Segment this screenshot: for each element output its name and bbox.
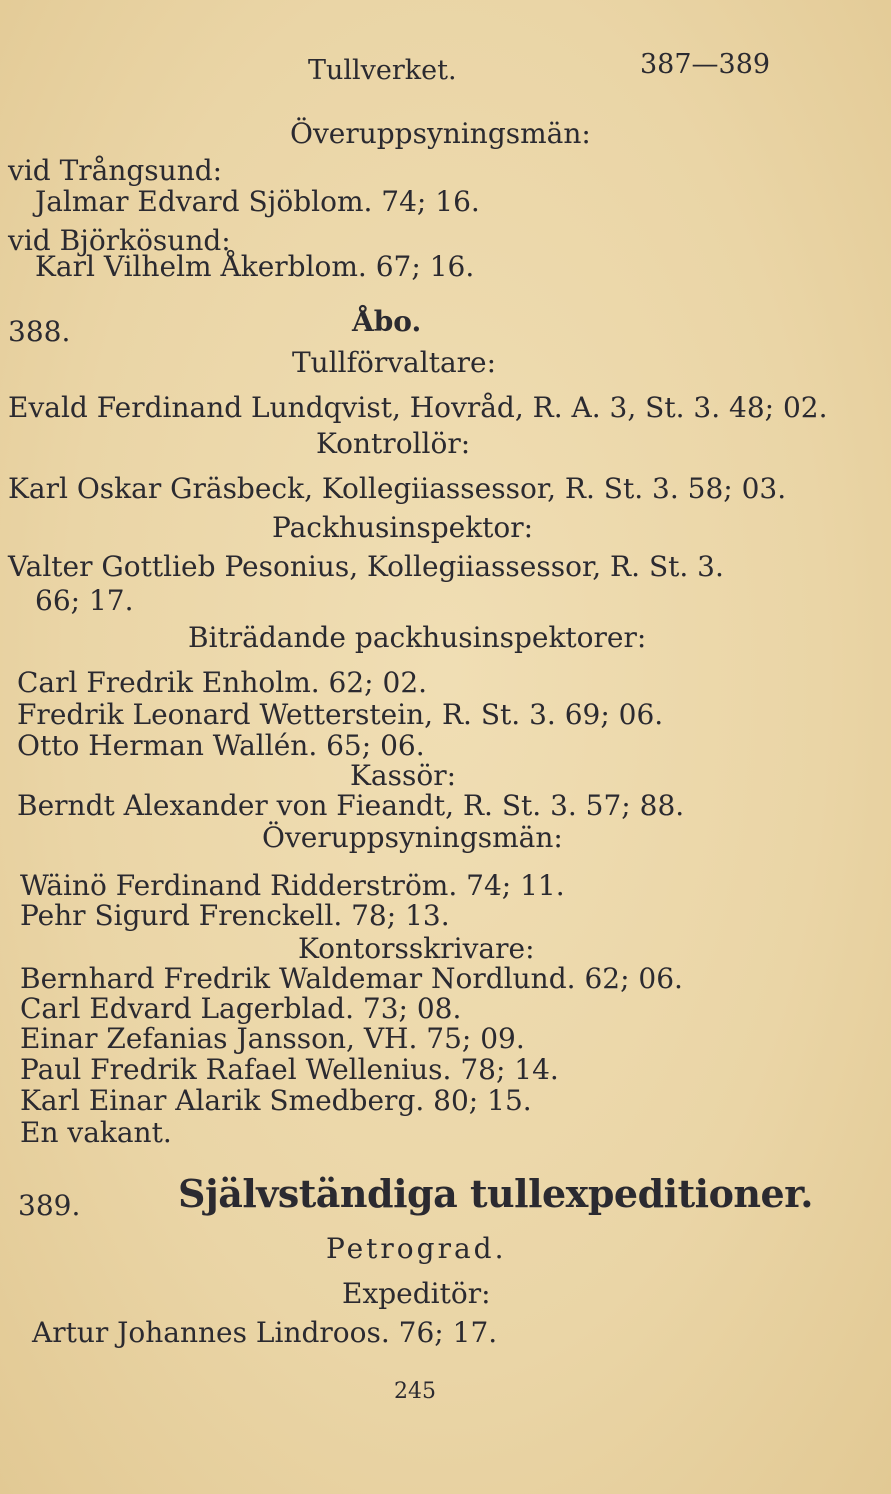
- entry-line: Wäinö Ferdinand Ridderström. 74; 11.: [20, 869, 565, 902]
- entry-line: 66; 17.: [35, 584, 134, 617]
- role-heading: Överuppsyningsmän:: [262, 821, 563, 854]
- entry-line: Carl Edvard Lagerblad. 73; 08.: [20, 992, 462, 1025]
- entry-line: Fredrik Leonard Wetterstein, R. St. 3. 69; 06.: [17, 698, 664, 731]
- role-heading: Kontrollör:: [316, 427, 471, 460]
- role-heading: Tullförvaltare:: [292, 346, 497, 379]
- page-number: 245: [394, 1379, 436, 1404]
- entry-line: Evald Ferdinand Lundqvist, Hovråd, R. A. 3, St. 3. 48; 02.: [8, 391, 828, 424]
- entry-line: Artur Johannes Lindroos. 76; 17.: [32, 1316, 498, 1349]
- city-heading: Åbo.: [352, 305, 422, 338]
- section-number: 389.: [18, 1189, 81, 1222]
- entry-line: Karl Oskar Gräsbeck, Kollegiiassessor, R. St. 3. 58; 03.: [8, 472, 787, 505]
- running-head-title: Tullverket.: [308, 55, 457, 86]
- role-heading: Kontorsskrivare:: [298, 932, 535, 965]
- role-heading: Packhusinspektor:: [272, 511, 534, 544]
- role-heading: Expeditör:: [342, 1277, 491, 1310]
- running-head-range: 387—389: [640, 49, 771, 80]
- section-title: Självständiga tullexpeditioner.: [178, 1171, 813, 1216]
- entry-line: Paul Fredrik Rafael Wellenius. 78; 14.: [20, 1053, 559, 1086]
- entry-line: Pehr Sigurd Frenckell. 78; 13.: [20, 899, 450, 932]
- section-heading: Överuppsyningsmän:: [290, 117, 591, 150]
- role-heading: Biträdande packhusinspektorer:: [188, 621, 647, 654]
- entry-line: Carl Fredrik Enholm. 62; 02.: [17, 666, 428, 699]
- entry-line: Jalmar Edvard Sjöblom. 74; 16.: [35, 185, 480, 218]
- place-label: vid Trångsund:: [8, 154, 223, 187]
- city-heading: Petrograd.: [326, 1232, 507, 1265]
- section-number: 388.: [8, 315, 71, 348]
- entry-line: Karl Vilhelm Åkerblom. 67; 16.: [35, 250, 475, 283]
- place-label: vid Björkösund:: [8, 224, 231, 257]
- entry-line: Karl Einar Alarik Smedberg. 80; 15.: [20, 1084, 532, 1117]
- entry-line: Otto Herman Wallén. 65; 06.: [17, 729, 425, 762]
- entry-line: Berndt Alexander von Fieandt, R. St. 3. 57; 88.: [17, 789, 685, 822]
- entry-line: En vakant.: [20, 1116, 172, 1149]
- entry-line: Valter Gottlieb Pesonius, Kollegiiassessor, R. St. 3.: [8, 550, 724, 583]
- role-heading: Kassör:: [350, 759, 457, 792]
- entry-line: Bernhard Fredrik Waldemar Nordlund. 62; 06.: [20, 962, 683, 995]
- entry-line: Einar Zefanias Jansson, VH. 75; 09.: [20, 1022, 525, 1055]
